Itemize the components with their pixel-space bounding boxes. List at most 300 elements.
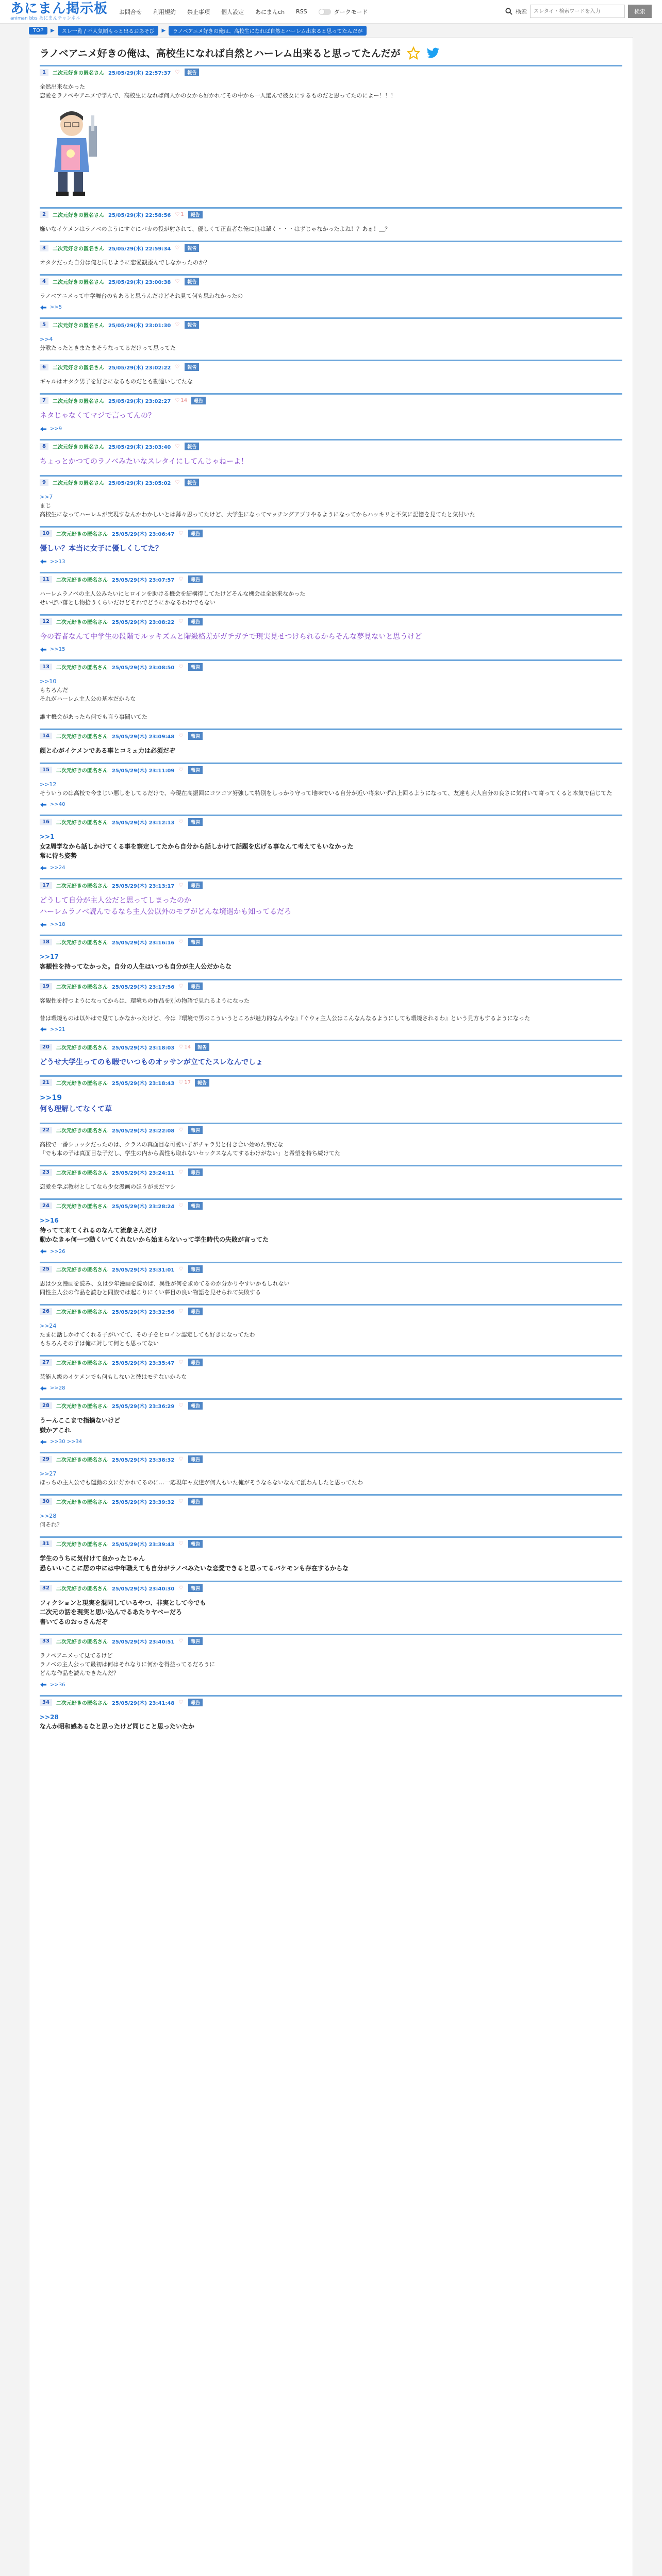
post-body — [40, 1321, 622, 1348]
post-number[interactable]: 26 — [40, 1308, 52, 1315]
breadcrumb-thread[interactable]: ラノベアニメ好きの俺は、高校生になれば自然とハーレム出来ると思ってたんだが — [169, 26, 367, 36]
like-button[interactable] — [178, 1585, 184, 1591]
post-date: 25/05/29(木) 23:18:43 — [111, 1081, 175, 1087]
post-meta — [40, 575, 622, 583]
poster-name: 二次元好きの匿名さん — [56, 1204, 108, 1210]
reply-hand-icon — [40, 647, 47, 652]
post-date: 25/05/29(木) 23:28:24 — [111, 1204, 175, 1210]
nav-settings[interactable]: 個人設定 — [221, 8, 244, 15]
post-text: ちょっとかつてのラノベみたいなスレタイにしてんじゃねーよ！ — [40, 457, 249, 466]
report-button[interactable]: 報告 — [185, 244, 199, 252]
post-body — [40, 544, 622, 555]
like-button[interactable] — [178, 1499, 184, 1504]
reply-to-link[interactable]: >>28 — [40, 1513, 57, 1520]
post — [40, 207, 622, 241]
heart-icon: ♡ — [178, 883, 184, 889]
post-number[interactable]: 6 — [40, 364, 48, 370]
reply-links[interactable]: >>18 — [50, 922, 65, 928]
reply-to-link[interactable]: >>17 — [40, 953, 59, 961]
reply-links[interactable]: >>21 — [50, 1026, 65, 1032]
poster-name: 二次元好きの匿名さん — [56, 1404, 108, 1410]
post-body — [40, 1372, 622, 1381]
post — [40, 241, 622, 274]
post-body — [40, 335, 622, 352]
post-number[interactable]: 10 — [40, 530, 52, 537]
post-text: まじ 高校生になってハーレムが実現すなんかわかしいとは薄々思ってたけど、大学生になってマッチングアプリやるようになってからハッキリと不気に記憶を見てたと気付いた — [40, 502, 475, 518]
reply-hand-icon — [40, 1386, 47, 1391]
poster-name: 二次元好きの匿名さん — [56, 1700, 108, 1706]
like-button[interactable] — [178, 883, 184, 888]
post-number[interactable]: 14 — [40, 733, 52, 739]
thread-container — [29, 37, 633, 2576]
heart-icon: ♡ — [178, 1308, 184, 1314]
post-meta — [40, 1455, 622, 1463]
post-text: 顔と心がイケメンである事とコミュ力は必須だぞ — [40, 747, 176, 754]
post-replies[interactable] — [40, 426, 622, 432]
reply-links[interactable]: >>15 — [50, 647, 65, 653]
reply-to-link[interactable]: >>12 — [40, 781, 57, 788]
post-number[interactable]: 3 — [40, 245, 48, 251]
reply-to-link[interactable]: >>27 — [40, 1470, 57, 1478]
like-button[interactable] — [178, 664, 184, 670]
post-number[interactable]: 2 — [40, 211, 48, 218]
like-button[interactable] — [178, 767, 184, 773]
reply-links[interactable]: >>36 — [50, 1682, 65, 1688]
post-text: なんか昭和感あるなと思ったけど同じこと思ったいたか — [40, 1723, 195, 1731]
post-number[interactable]: 7 — [40, 397, 48, 404]
post — [40, 1536, 622, 1580]
top-nav — [119, 8, 368, 16]
like-button[interactable] — [178, 1541, 184, 1547]
heart-icon: ♡ — [178, 1456, 184, 1463]
heart-icon: ♡ — [178, 1169, 184, 1175]
post — [40, 572, 622, 614]
report-button[interactable]: 報告 — [185, 321, 199, 329]
reply-hand-icon — [40, 922, 47, 927]
like-button[interactable] — [178, 531, 184, 536]
post-date: 25/05/29(木) 23:41:48 — [111, 1700, 175, 1706]
post-number[interactable]: 29 — [40, 1456, 52, 1463]
heart-icon: ♡ — [178, 664, 184, 670]
post-number[interactable]: 25 — [40, 1266, 52, 1273]
post-replies[interactable] — [40, 922, 622, 927]
post-meta — [40, 1126, 622, 1134]
post-number[interactable]: 9 — [40, 479, 48, 486]
post-meta — [40, 882, 622, 889]
like-button[interactable] — [178, 1127, 184, 1133]
post-date: 25/05/29(木) 23:38:32 — [111, 1458, 175, 1464]
reply-hand-icon — [40, 1682, 47, 1687]
like-button[interactable] — [178, 1638, 184, 1644]
post-replies[interactable] — [40, 1027, 622, 1032]
post-body — [40, 746, 622, 756]
post-date: 25/05/29(木) 23:00:38 — [108, 280, 171, 286]
like-button[interactable] — [178, 1080, 191, 1086]
reply-links[interactable]: >>28 — [50, 1385, 65, 1392]
search-label: 検索 — [516, 8, 527, 15]
post-replies[interactable] — [40, 304, 622, 310]
post-text: 分歌たったときまたまそうなってるだけって思ってた — [40, 345, 176, 352]
reply-to-link[interactable]: >>4 — [40, 336, 53, 343]
post-date: 25/05/29(木) 23:39:32 — [111, 1500, 175, 1506]
twitter-icon[interactable] — [426, 47, 440, 59]
like-button[interactable] — [178, 819, 184, 825]
heart-icon: ♡ — [175, 212, 180, 218]
like-button[interactable] — [178, 1700, 184, 1705]
report-button[interactable]: 報告 — [188, 766, 203, 774]
poster-name: 二次元好きの匿名さん — [56, 665, 108, 671]
post-text: うーんここまで指摘ないけど 嫌かアこれ — [40, 1417, 121, 1434]
post — [40, 1581, 622, 1634]
post-number[interactable]: 30 — [40, 1498, 52, 1505]
post-meta — [40, 1308, 622, 1315]
heart-icon: ♡ — [175, 322, 180, 328]
like-button[interactable] — [175, 444, 180, 449]
report-button[interactable]: 報告 — [188, 1498, 203, 1505]
post-number[interactable]: 34 — [40, 1699, 52, 1706]
like-button[interactable] — [178, 939, 184, 945]
like-button[interactable] — [175, 245, 180, 251]
report-button[interactable]: 報告 — [188, 732, 203, 740]
report-button[interactable]: 報告 — [188, 1540, 203, 1548]
post — [40, 526, 622, 572]
post-date: 25/05/29(木) 23:36:29 — [111, 1404, 175, 1410]
post-body — [40, 1598, 622, 1627]
chevron-right-icon: ▶ — [51, 27, 55, 33]
post-meta — [40, 1202, 622, 1210]
post-meta — [40, 618, 622, 625]
post-meta — [40, 278, 622, 285]
poster-name: 二次元好きの匿名さん — [56, 940, 108, 946]
reply-links[interactable]: >>13 — [50, 558, 65, 565]
breadcrumb — [0, 24, 662, 37]
heart-icon: ♡ — [178, 1403, 184, 1409]
post-replies[interactable] — [40, 1682, 622, 1688]
heart-icon: ♡ — [178, 939, 184, 945]
search-input[interactable] — [530, 5, 625, 18]
report-button[interactable]: 報告 — [188, 938, 203, 946]
report-button[interactable]: 報告 — [188, 530, 203, 537]
search-area — [505, 5, 652, 18]
reply-to-link[interactable]: >>10 — [40, 678, 57, 685]
post-meta — [40, 1265, 622, 1273]
poster-name: 二次元好きの匿名さん — [56, 984, 108, 990]
post-text: 高校で一番ショックだったのは、クラスの真面目な可愛い子がチャラ男と付き合い始めた事だな 「でも本の子は真面目な子だし、学生の内から異性も取れないセックスなんてするわけがない」と希望を持ち続けてた — [40, 1141, 340, 1157]
heart-icon: ♡ — [178, 819, 184, 825]
post-number[interactable]: 8 — [40, 443, 48, 450]
post — [40, 614, 622, 660]
heart-icon: ♡ — [175, 70, 180, 75]
post-body — [40, 258, 622, 267]
report-button[interactable]: 報告 — [185, 69, 199, 76]
post-date: 25/05/29(木) 23:40:30 — [111, 1586, 175, 1592]
post-meta — [40, 443, 622, 450]
poster-name: 二次元好きの匿名さん — [56, 1128, 108, 1134]
reply-hand-icon — [40, 1439, 47, 1445]
post-date: 25/05/29(木) 23:24:11 — [111, 1170, 175, 1176]
site-header — [0, 0, 662, 24]
post-number[interactable]: 24 — [40, 1202, 52, 1209]
like-button[interactable] — [178, 1360, 184, 1365]
poster-name: 二次元好きの匿名さん — [56, 768, 108, 774]
post-meta — [40, 938, 622, 946]
report-button[interactable]: 報告 — [188, 1402, 203, 1410]
like-button[interactable] — [175, 279, 180, 284]
post — [40, 878, 622, 935]
report-button[interactable]: 報告 — [188, 1637, 203, 1645]
post-date: 25/05/29(木) 23:08:22 — [111, 619, 175, 625]
post-body — [40, 1093, 622, 1115]
post-meta — [40, 479, 622, 486]
post-date: 25/05/29(木) 23:08:50 — [111, 665, 175, 671]
like-button[interactable] — [178, 577, 184, 582]
post — [40, 1398, 622, 1452]
post-replies[interactable] — [40, 647, 622, 652]
report-button[interactable]: 報告 — [185, 443, 199, 450]
report-button[interactable]: 報告 — [195, 1043, 209, 1051]
post-text: ネタじゃなくてマジで言ってんの？ — [40, 412, 155, 420]
post-meta — [40, 363, 622, 371]
post-number[interactable]: 4 — [40, 278, 48, 285]
post — [40, 1355, 622, 1398]
like-count: 1 — [180, 212, 184, 218]
breadcrumb-board[interactable]: スレ一覧 / 不人気順もっと出るおあそび — [58, 26, 159, 36]
post-date: 25/05/29(木) 23:02:22 — [108, 365, 171, 371]
post-date: 25/05/29(木) 23:06:47 — [111, 531, 175, 537]
post-number[interactable]: 31 — [40, 1540, 52, 1547]
heart-icon: ♡ — [175, 479, 180, 485]
reply-to-link[interactable]: >>28 — [40, 1713, 59, 1721]
post-body — [40, 832, 622, 861]
reply-links[interactable]: >>40 — [50, 802, 65, 808]
post-text: フィクションと現実を混同しているやつ、非実として今でも 二次元の話を現実と思い込んでるあたりヤベーだろ 書いてるのおっさんだぞ — [40, 1599, 206, 1625]
reply-to-link[interactable]: >>16 — [40, 1216, 59, 1224]
report-button[interactable]: 報告 — [188, 211, 203, 218]
post-body — [40, 82, 622, 100]
poster-name: 二次元好きの匿名さん — [52, 246, 104, 252]
logo-text: あにまん掲示板 — [10, 1, 108, 16]
like-button[interactable] — [178, 984, 184, 989]
like-button[interactable] — [178, 1266, 184, 1272]
post-number[interactable]: 28 — [40, 1402, 52, 1409]
post-body — [40, 456, 622, 468]
post-date: 25/05/29(木) 23:07:57 — [111, 577, 175, 583]
post-date: 25/05/29(木) 23:18:03 — [111, 1045, 175, 1051]
post-text: もちろんだ それがハーレム主人公の基本だからな 誰す機会があったら何でも言う事聞いてた — [40, 687, 147, 720]
post-number[interactable]: 27 — [40, 1359, 52, 1366]
reply-links[interactable]: >>24 — [50, 865, 65, 871]
post-number[interactable]: 18 — [40, 939, 52, 945]
reply-hand-icon — [40, 866, 47, 871]
report-button[interactable]: 報告 — [188, 1265, 203, 1273]
report-button[interactable]: 報告 — [188, 663, 203, 671]
post-date: 25/05/29(木) 23:01:30 — [108, 323, 171, 329]
post-date: 25/05/29(木) 23:11:09 — [111, 768, 175, 774]
post-number[interactable]: 22 — [40, 1127, 52, 1133]
report-button[interactable]: 報告 — [188, 1308, 203, 1315]
report-button[interactable]: 報告 — [188, 575, 203, 583]
post-replies[interactable] — [40, 1249, 622, 1255]
report-button[interactable]: 報告 — [188, 1584, 203, 1592]
like-button[interactable] — [175, 322, 180, 328]
like-button[interactable] — [178, 1309, 184, 1314]
poster-name: 二次元好きの匿名さん — [52, 365, 104, 371]
post-replies[interactable] — [40, 1385, 622, 1391]
reply-to-link[interactable]: >>19 — [40, 1094, 62, 1103]
poster-name: 二次元好きの匿名さん — [56, 1639, 108, 1646]
star-icon[interactable] — [407, 46, 420, 60]
report-button[interactable]: 報告 — [185, 479, 199, 486]
post-number[interactable]: 21 — [40, 1079, 52, 1086]
heart-icon: ♡ — [178, 1202, 184, 1209]
nav-animanch[interactable]: あにまんch — [255, 8, 285, 15]
poster-name: 二次元好きの匿名さん — [56, 734, 108, 740]
post-number[interactable]: 19 — [40, 983, 52, 990]
poster-name: 二次元好きの匿名さん — [56, 577, 108, 583]
reply-links[interactable]: >>9 — [50, 426, 62, 432]
post-number[interactable]: 17 — [40, 882, 52, 889]
like-button[interactable] — [178, 1203, 184, 1209]
post-number[interactable]: 32 — [40, 1585, 52, 1591]
post-date: 25/05/29(木) 23:17:56 — [111, 984, 175, 990]
poster-name: 二次元好きの匿名さん — [56, 1500, 108, 1506]
post-meta — [40, 397, 622, 404]
like-button[interactable] — [178, 1170, 184, 1175]
nav-rss[interactable]: RSS — [296, 8, 307, 15]
site-logo[interactable] — [10, 2, 108, 21]
poster-name: 二次元好きの匿名さん — [52, 323, 104, 329]
post-meta — [40, 1043, 622, 1051]
post-meta — [40, 211, 622, 218]
report-button[interactable]: 報告 — [188, 818, 203, 826]
nav-prohibited[interactable]: 禁止事項 — [187, 8, 210, 15]
like-button[interactable] — [175, 480, 180, 485]
like-button[interactable] — [175, 364, 180, 370]
post-replies[interactable] — [40, 802, 622, 807]
post — [40, 659, 622, 728]
post — [40, 935, 622, 978]
report-button[interactable]: 報告 — [188, 1168, 203, 1176]
report-button[interactable]: 報告 — [195, 1079, 209, 1087]
post-replies[interactable] — [40, 559, 622, 565]
post-date: 25/05/29(木) 23:09:48 — [111, 734, 175, 740]
post-text: たまに話しかけてくれる子がいてて、その子をヒロイン認定しても好きになってたわ もちろんその子は俺に対して何とも思ってない — [40, 1331, 255, 1347]
like-button[interactable] — [175, 212, 184, 217]
like-count: 14 — [184, 1044, 191, 1050]
post — [40, 1695, 622, 1739]
report-button[interactable]: 報告 — [188, 1126, 203, 1134]
report-button[interactable]: 報告 — [185, 278, 199, 285]
post — [40, 1452, 622, 1494]
post-text: ラノベアニメって中学舞台のもあると思うんだけどそれ見て何も思わなかったの — [40, 293, 243, 300]
page-title: ラノベアニメ好きの俺は、高校生になれば自然とハーレム出来ると思ってたんだが — [40, 48, 401, 59]
reply-links[interactable]: >>30 >>34 — [50, 1439, 82, 1445]
heart-icon: ♡ — [175, 444, 180, 450]
post — [40, 1262, 622, 1304]
poster-name: 二次元好きの匿名さん — [56, 1267, 108, 1273]
post-date: 25/05/29(木) 23:13:17 — [111, 884, 175, 890]
post — [40, 274, 622, 317]
post-body — [40, 996, 622, 1023]
reply-to-link[interactable]: >>1 — [40, 833, 55, 841]
post — [40, 762, 622, 815]
reply-hand-icon — [40, 1027, 47, 1032]
reply-hand-icon — [40, 427, 47, 432]
post-number[interactable]: 15 — [40, 767, 52, 773]
like-button[interactable] — [178, 1456, 184, 1462]
post — [40, 1198, 622, 1262]
post-text: どうして自分が主人公だと思ってしまったのか ハーレムラノベ読んでるなら主人公以外のモブがどんな境遇かも知ってるだろ — [40, 896, 292, 916]
post-body — [40, 1651, 622, 1677]
post-body — [40, 1512, 622, 1529]
post-number[interactable]: 1 — [40, 69, 48, 76]
post-replies[interactable] — [40, 865, 622, 871]
nav-contact[interactable]: お問合せ — [119, 8, 142, 15]
like-button[interactable] — [178, 733, 184, 739]
heart-icon: ♡ — [175, 245, 180, 251]
post-date: 25/05/29(木) 23:35:47 — [111, 1360, 175, 1366]
post-body — [40, 225, 622, 233]
post-replies[interactable] — [40, 1439, 622, 1445]
post-text: 学生のうちに気付けて良かったじゃん 恐らいいここに居の中には中年職えても自分がラノベみたいな恋愛できると思ってるバケモンも存在するからな — [40, 1555, 349, 1572]
reply-to-link[interactable]: >>24 — [40, 1322, 57, 1329]
post-number[interactable]: 5 — [40, 321, 48, 328]
report-button[interactable]: 報告 — [188, 618, 203, 625]
search-button[interactable]: 検索 — [628, 5, 652, 18]
report-button[interactable]: 報告 — [191, 397, 206, 404]
heart-icon: ♡ — [178, 1638, 184, 1645]
like-button[interactable] — [175, 398, 187, 403]
report-button[interactable]: 報告 — [188, 882, 203, 889]
poster-name: 二次元好きの匿名さん — [56, 1542, 108, 1548]
like-button[interactable] — [178, 619, 184, 624]
post-number[interactable]: 11 — [40, 576, 52, 583]
poster-name: 二次元好きの匿名さん — [52, 445, 104, 451]
post-body — [40, 1469, 622, 1487]
reply-hand-icon — [40, 802, 47, 807]
post — [40, 65, 622, 207]
post-number[interactable]: 16 — [40, 819, 52, 825]
reply-to-link[interactable]: >>7 — [40, 493, 53, 500]
report-button[interactable]: 報告 — [188, 1699, 203, 1706]
post — [40, 1075, 622, 1122]
post-number[interactable]: 33 — [40, 1638, 52, 1645]
post-number[interactable]: 23 — [40, 1169, 52, 1176]
report-button[interactable]: 報告 — [188, 982, 203, 990]
like-button[interactable] — [178, 1403, 184, 1409]
post-text: 優しい？本当に女子に優しくしてた？ — [40, 544, 162, 553]
report-button[interactable]: 報告 — [188, 1359, 203, 1366]
post-text: 女2周学なから話しかけてくる事を察定してたから自分から話しかけて話題を広げる事なんて考えてもいなかった 常に待ち姿勢 — [40, 842, 354, 860]
post-number[interactable]: 12 — [40, 618, 52, 625]
post-text: ギャルはオタク男子を好きになるものだとも勘違いしてたな — [40, 378, 193, 385]
post-number[interactable]: 20 — [40, 1044, 52, 1050]
breadcrumb-top[interactable]: TOP — [29, 27, 47, 35]
report-button[interactable]: 報告 — [188, 1455, 203, 1463]
heart-icon: ♡ — [178, 1080, 184, 1086]
reply-links[interactable]: >>5 — [50, 304, 62, 311]
like-button[interactable] — [175, 70, 180, 75]
report-button[interactable]: 報告 — [188, 1202, 203, 1210]
nav-terms[interactable]: 利用規約 — [153, 8, 176, 15]
report-button[interactable]: 報告 — [185, 363, 199, 371]
dark-mode-toggle[interactable] — [319, 8, 368, 16]
heart-icon: ♡ — [178, 1585, 184, 1591]
reply-links[interactable]: >>26 — [50, 1248, 65, 1255]
poster-name: 二次元好きの匿名さん — [56, 1586, 108, 1592]
like-button[interactable] — [178, 1044, 191, 1050]
post-number[interactable]: 13 — [40, 664, 52, 670]
